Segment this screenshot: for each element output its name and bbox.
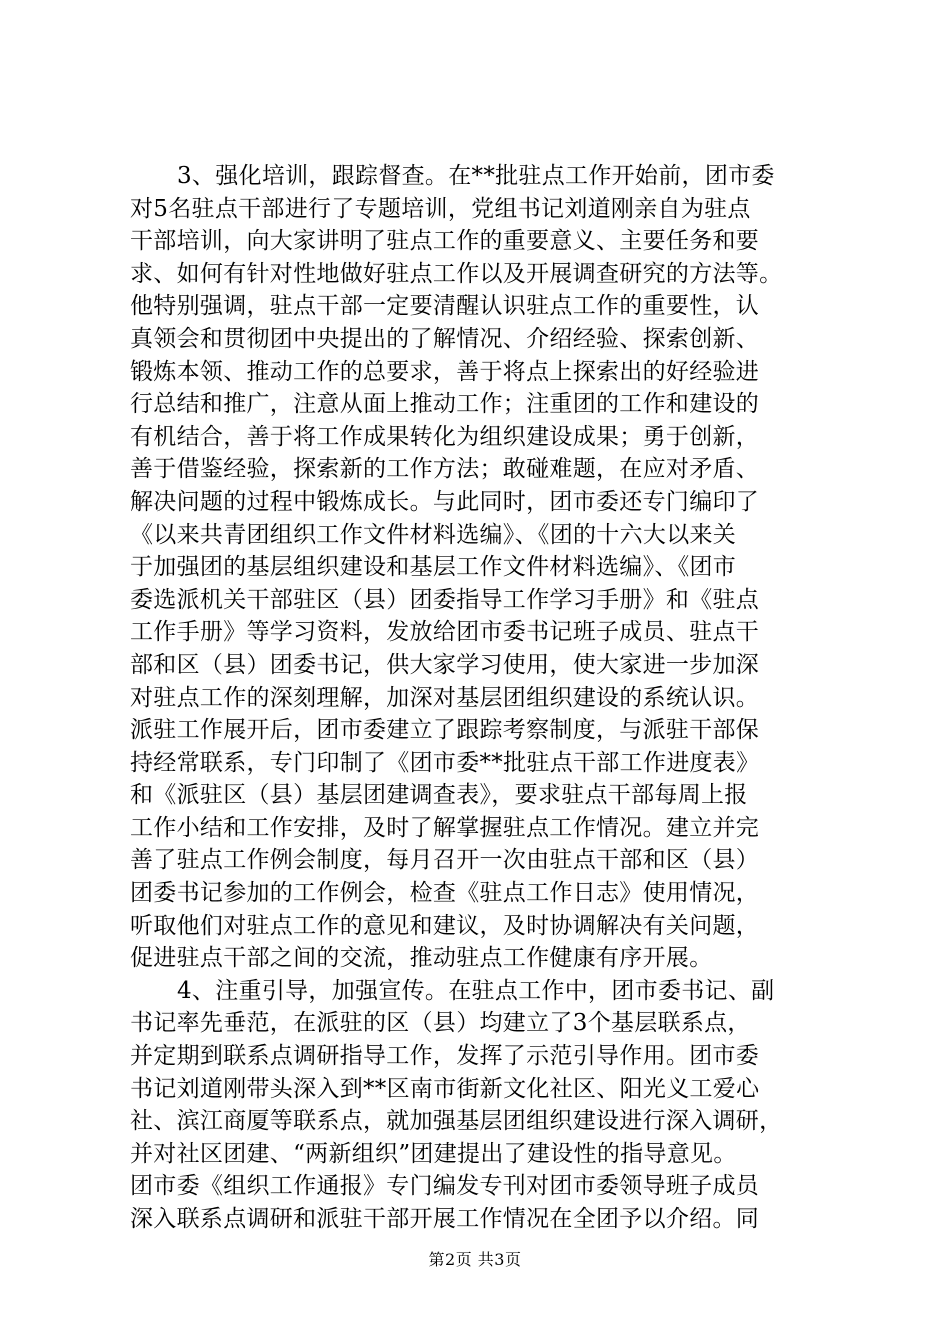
paragraph-line: 真领会和贯彻团中央提出的了解情况、介绍经验、探索创新、 — [130, 325, 760, 352]
paragraph-line: 书记率先垂范，在派驻的区（县）均建立了3个基层联系点， — [130, 1010, 751, 1037]
paragraph-line: 4、注重引导，加强宣传。在驻点工作中，团市委书记、副 — [177, 977, 775, 1004]
paragraph-line: 《以来共青团组织工作文件材料选编》、《团的十六大以来关 — [130, 521, 737, 548]
paragraph-line: 行总结和推广，注意从面上推动工作；注重团的工作和建设的 — [130, 391, 760, 418]
paragraph-line: 他特别强调，驻点干部一定要清醒认识驻点工作的重要性，认 — [130, 293, 760, 320]
paragraph-line: 善于借鉴经验，探索新的工作方法；敢碰难题，在应对矛盾、 — [130, 456, 760, 483]
body-text — [130, 160, 850, 1236]
paragraph-line: 工作手册》等学习资料，发放给团市委书记班子成员、驻点干 — [130, 619, 760, 646]
paragraph-line: 于加强团的基层组织建设和基层工作文件材料选编》、《团市 — [130, 554, 737, 581]
paragraph-line: 工作小结和工作安排，及时了解掌握驻点工作情况。建立并完 — [130, 814, 760, 841]
paragraph-line: 社、滨江商厦等联系点，就加强基层团组织建设进行深入调研， — [130, 1108, 783, 1135]
paragraph-line: 深入联系点调研和派驻干部开展工作情况在全团予以介绍。同 — [130, 1206, 760, 1232]
paragraph-line: 持经常联系，专门印制了《团市委**批驻点干部工作进度表》 — [130, 749, 760, 776]
paragraph-line: 善了驻点工作例会制度，每月召开一次由驻点干部和区（县） — [130, 847, 760, 874]
paragraph-line: 解决问题的过程中锻炼成长。与此同时，团市委还专门编印了 — [130, 488, 760, 515]
paragraph-line: 听取他们对驻点工作的意见和建议，及时协调解决有关问题， — [130, 912, 760, 939]
paragraph-line: 3、强化培训，跟踪督查。在**批驻点工作开始前，团市委 — [177, 163, 775, 189]
paragraph-line: 书记刘道刚带头深入到**区南市街新文化社区、阳光义工爱心 — [130, 1075, 760, 1102]
paragraph-line: 部和区（县）团委书记，供大家学习使用，使大家进一步加深 — [130, 651, 760, 678]
paragraph-line: 派驻工作展开后，团市委建立了跟踪考察制度，与派驻干部保 — [130, 717, 760, 744]
paragraph-line: 委选派机关干部驻区（县）团委指导工作学习手册》和《驻点 — [130, 586, 760, 613]
paragraph-line: 并定期到联系点调研指导工作，发挥了示范引导作用。团市委 — [130, 1043, 760, 1070]
paragraph-line: 干部培训，向大家讲明了驻点工作的重要意义、主要任务和要 — [130, 228, 760, 255]
paragraph-line: 对驻点工作的深刻理解，加深对基层团组织建设的系统认识。 — [130, 684, 760, 711]
page-number-footer: 第2页 共3页 — [428, 1250, 522, 1269]
paragraph-line: 有机结合，善于将工作成果转化为组织建设成果；勇于创新， — [130, 423, 760, 450]
paragraph-line: 锻炼本领、推动工作的总要求，善于将点上探索出的好经验进 — [130, 358, 760, 385]
paragraph-line: 促进驻点干部之间的交流，推动驻点工作健康有序开展。 — [130, 945, 713, 972]
paragraph-line: 团市委《组织工作通报》专门编发专刊对团市委领导班子成员 — [130, 1173, 760, 1200]
paragraph-line: 和《派驻区（县）基层团建调查表》，要求驻点干部每周上报 — [130, 782, 748, 809]
paragraph-line: 求、如何有针对性地做好驻点工作以及开展调查研究的方法等。 — [130, 260, 783, 287]
paragraph-line: 对5名驻点干部进行了专题培训，党组书记刘道刚亲自为驻点 — [130, 195, 751, 222]
paragraph-line: 团委书记参加的工作例会，检查《驻点工作日志》使用情况， — [130, 880, 760, 907]
paragraph-line: 并对社区团建、“两新组织”团建提出了建设性的指导意见。 — [130, 1140, 737, 1167]
